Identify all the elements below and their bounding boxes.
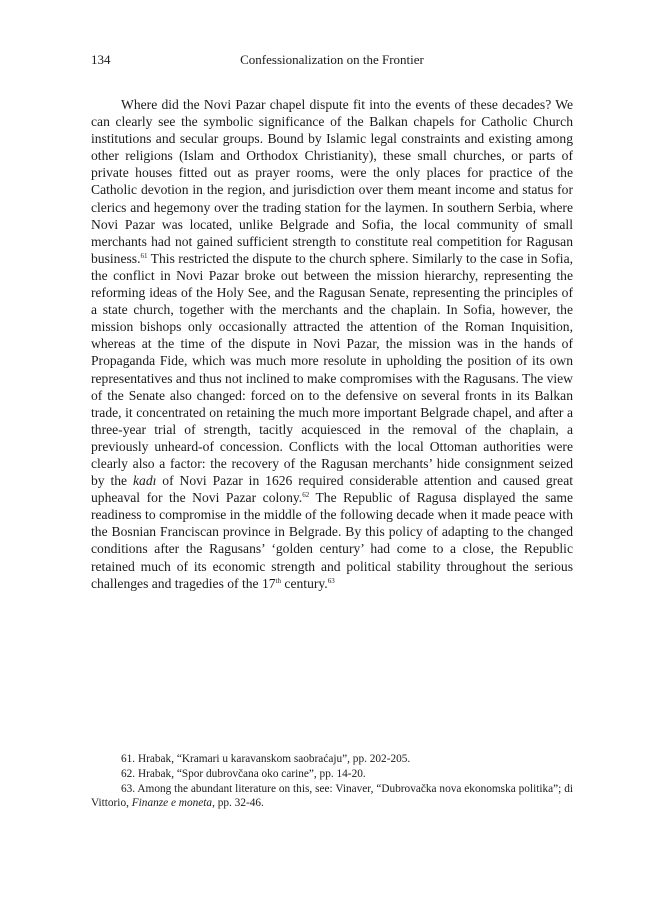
- main-text: [91, 96, 573, 592]
- text-segment: The Republic of Ragusa displayed the same readiness to compromise in the middle of the following decade when it made peace with the Bosnian Franciscan province in Belgrade. By this policy of adapting to the changed conditions after the Ragusans’ ‘golden century’ had come to a close, the Republic retained much of its economic strength and political stability throughout the serious challenges and tragedies of the 17: [91, 490, 574, 591]
- footnote-text: , pp. 32-46.: [212, 797, 264, 810]
- running-title: Confessionalization on the Frontier: [240, 52, 424, 67]
- italic-title: Finanze e moneta: [131, 797, 213, 810]
- ordinal-suffix: th: [275, 576, 282, 585]
- text-segment: Where did the Novi Pazar chapel dispute fit into the events of these decades? We can clearly see the symbolic significance of the Balkan chapels for Catholic Church institutions and secular groups. Bound by Islamic legal constraints and existing among other religions (Islam and Orthodox Christianity), these small churches, or parts of private houses fitted out as prayer rooms, were the only places for practice of the Catholic devotion in the region, and jurisdiction over them meant income and status for clerics and hegemony over the trading station for the laymen. In southern Serbia, where Novi Pazar was located, unlike Belgrade and Sofia, the local community of small merchants had not gained sufficient strength to constitute real competition for Ragusan business.: [91, 97, 573, 266]
- footnote-text: 63. Among the abundant literature on this, see: Vinaver, “Dubrovačka nova ekonomska politika”; di Vittorio,: [91, 782, 573, 810]
- footnote-ref-61[interactable]: 61: [140, 251, 148, 260]
- running-header: [91, 52, 573, 72]
- paragraph: [91, 96, 573, 592]
- footnote-ref-62[interactable]: 62: [302, 491, 310, 500]
- text-segment: of Novi Pazar in 1626 required considerable attention and caused great upheaval for the Novi Pazar colony.: [91, 473, 574, 506]
- footnotes: [91, 752, 573, 811]
- footnote-61: 61. Hrabak, “Kramari u karavanskom saobraćaju”, pp. 202-205.: [121, 753, 411, 765]
- text-segment: century.: [281, 575, 328, 591]
- footnote-62: 62. Hrabak, “Spor dubrovčana oko carine”, pp. 14-20.: [121, 767, 366, 780]
- footnote-63: [91, 782, 573, 812]
- footnote-ref-63[interactable]: 63: [327, 576, 335, 585]
- page-number: 134: [91, 52, 111, 67]
- text-segment: This restricted the dispute to the church sphere. Similarly to the case in Sofia, the conflict in Novi Pazar broke out between the mission hierarchy, representing the reforming ideas of the Holy See, and the Ragusan Senate, representing the principles of a state church, together with the merchants and the chaplain. In Sofia, however, the mission bishops only occasionally attracted the attention of the Roman Inquisition, whereas at the time of the dispute in Novi Pazar, the mission was in the hands of Propaganda Fide, which was much more resolute in upholding the position of its own representatives and thus not inclined to make compromises with the Ragusans. The view of the Senate also changed: forced on to the defensive on several fronts in its Balkan trade, it concentrated on retaining the much more important Belgrade chapel, and after a three-year trial of strength, tacitly acquiesced in the removal of the chaplain, a previously unheard-of concession. Conflicts with the local Ottoman authorities were clearly also a factor: the recovery of the Ragusan merchants’ hide consignment seized by the: [91, 250, 573, 489]
- italic-term: kadı: [133, 473, 157, 489]
